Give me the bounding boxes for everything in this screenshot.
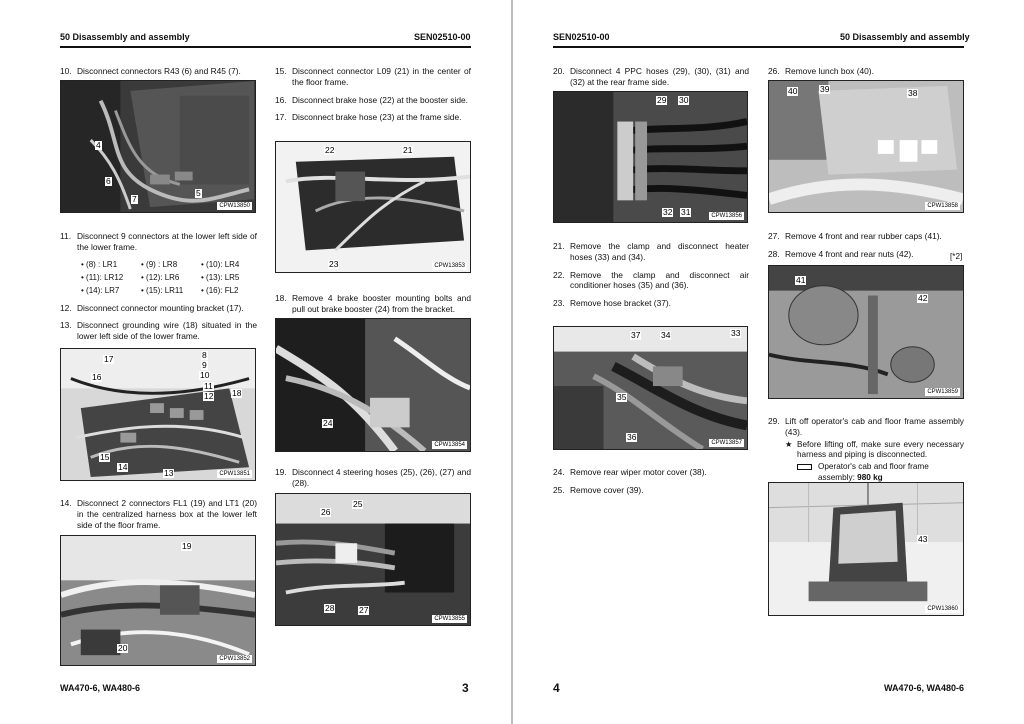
header-rule [60,46,471,48]
connector-item: • (15): LR11 [141,285,184,295]
left-column-mid [60,231,257,349]
photo-lunch-box [768,80,964,213]
photo-code: CPW13850 [219,203,250,209]
callout-label: 36 [627,432,637,442]
section-title: 50 Disassembly and assembly [60,32,190,42]
right-column2-bottom [768,416,964,483]
callout-label: 8 [202,350,207,360]
callout-label: 21 [403,145,413,155]
photo-code: CPW13855 [434,616,465,622]
callout-label: 24 [323,418,333,428]
callout-label: 39 [820,84,830,94]
callout-label: 7 [132,194,137,204]
photo-code: CPW13857 [711,440,742,446]
connector-item: • (11): LR12 [81,272,124,282]
step-15: 15. Disconnect connector L09 (21) in the center of the floor frame. [275,66,471,87]
connector-list [81,258,257,297]
step-24: 24. Remove rear wiper motor cover (38). [553,467,707,477]
callout-label: 14 [118,462,128,472]
callout-label: 15 [100,452,110,462]
callout-label: 38 [908,88,918,98]
connector-item: • (9) : LR8 [141,259,178,269]
footer-model: WA470-6, WA480-6 [884,683,965,693]
callout-label: 43 [918,534,928,544]
photo-code: CPW13853 [434,263,465,269]
left-column-bottom [60,498,257,537]
callout-label: 35 [617,392,627,402]
weight-spec: Operator's cab and floor frame assembly: 980 kg [797,462,964,483]
step-16: 16. Disconnect brake hose (22) at the booster side. [275,94,468,105]
callout-label: 27 [359,605,369,615]
left-column2-bottom [275,467,471,496]
callout-label: 12 [204,391,214,401]
callout-label: 30 [679,95,689,105]
callout-label: 32 [663,207,673,217]
connector-item: • (16): FL2 [201,285,239,295]
connector-item: • (8) : LR1 [81,259,118,269]
right-column-mid [553,241,749,316]
step-19: 19. Disconnect 4 steering hoses (25), (26), (27) and (28). [275,467,471,488]
connector-item: • (13): LR5 [201,272,240,282]
header-rule [553,46,964,48]
step-20: 20. Disconnect 4 PPC hoses (29), (30), (31) and (32) at the rear frame side. [553,66,749,87]
step-18: 18. Remove 4 brake booster mounting bolts and pull out brake booster (24) from the bracket. [275,293,471,314]
step-28: 28. Remove 4 front and rear nuts (42). [768,248,914,259]
callout-label: 9 [202,360,207,370]
callout-label: 19 [182,541,192,551]
callout-label: 34 [661,330,671,340]
callout-label: 17 [104,354,114,364]
step-23: 23. Remove hose bracket (37). [553,298,672,309]
step-13: 13. Disconnect grounding wire (18) situated in the lower left side of the lower frame. [60,320,257,342]
callout-label: 6 [106,176,111,186]
callout-label: 23 [329,259,339,269]
photo-code: CPW13860 [927,606,958,612]
callout-label: 28 [325,603,335,613]
callout-label: 22 [325,145,335,155]
callout-label: 40 [788,86,798,96]
callout-label: 29 [657,95,667,105]
step-17: 17. Disconnect brake hose (23) at the frame side. [275,112,462,123]
photo-ppc-hoses [553,91,748,223]
photo-code: CPW13851 [219,471,250,477]
photo-code: CPW13856 [711,213,742,219]
right-column2-mid [768,231,964,267]
photo-code: CPW13854 [434,442,465,448]
star-icon: ★ [785,439,793,449]
left-column2-top [275,66,471,130]
document-code: SEN02510-00 [414,32,471,42]
photo-harness-box [60,535,256,666]
callout-label: 5 [196,188,201,198]
step-25: 25. Remove cover (39). [553,484,644,495]
connector-item: • (14): LR7 [81,285,120,295]
photo-rubber-caps [768,265,964,399]
callout-label: 4 [96,140,101,150]
photo-cab-lift [768,482,964,616]
document-code: SEN02510-00 [553,32,610,42]
callout-label: 42 [918,293,928,303]
step-26: 26. Remove lunch box (40). [768,66,874,76]
right-page [513,0,1024,724]
callout-label: 31 [681,207,691,217]
step-21: 21. Remove the clamp and disconnect heater hoses (33) and (34). [553,241,749,262]
footer-model: WA470-6, WA480-6 [60,683,141,693]
photo-code: CPW13859 [927,389,958,395]
photo-code: CPW13852 [219,656,250,662]
callout-label: 26 [321,507,331,517]
callout-label: 11 [204,381,213,391]
right-column-bottom [553,467,749,503]
photo-heater-hoses [553,326,748,450]
connector-item: • (12): LR6 [141,272,180,282]
callout-label: 18 [232,388,242,398]
photo-code: CPW13858 [927,203,958,209]
photo-brake-hoses [275,141,471,273]
step-10: 10. Disconnect connectors R43 (6) and R45 (7). [60,66,241,76]
weight-icon [797,464,812,470]
callout-label: 33 [731,328,741,338]
callout-label: 20 [118,643,128,653]
page-number: 4 [553,681,560,695]
section-title: 50 Disassembly and assembly [840,32,970,42]
step-27: 27. Remove 4 front and rear rubber caps (41). [768,231,942,241]
callout-label: 37 [631,330,641,340]
page-number: 3 [462,681,469,695]
callout-label: 10 [200,370,210,380]
callout-label: 16 [92,372,102,382]
callout-label: 41 [796,275,806,285]
step-12: 12. Disconnect connector mounting bracket (17). [60,302,244,313]
caution-note: ★ Before lifting off, make sure every necessary harness and piping is disconnected. [785,439,964,459]
step-11: 11. Disconnect 9 connectors at the lower left side of the lower frame. [60,231,257,252]
step-22: 22. Remove the clamp and disconnect air conditioner hoses (35) and (36). [553,269,749,291]
callout-label: 13 [164,468,174,478]
reference-mark: [*2] [950,252,963,261]
connector-item: • (10): LR4 [201,259,240,269]
step-29: 29. Lift off operator's cab and floor frame assembly (43). [768,416,964,437]
left-page [0,0,511,724]
photo-steering-hoses [275,493,471,626]
photo-connectors-r43-r45 [60,80,256,213]
photo-lower-frame-connectors [60,348,256,481]
photo-brake-booster [275,318,471,452]
callout-label: 25 [353,499,363,509]
step-14: 14. Disconnect 2 connectors FL1 (19) and LT1 (20) in the centralized harness box at the lower left side of the floor frame. [60,498,257,530]
